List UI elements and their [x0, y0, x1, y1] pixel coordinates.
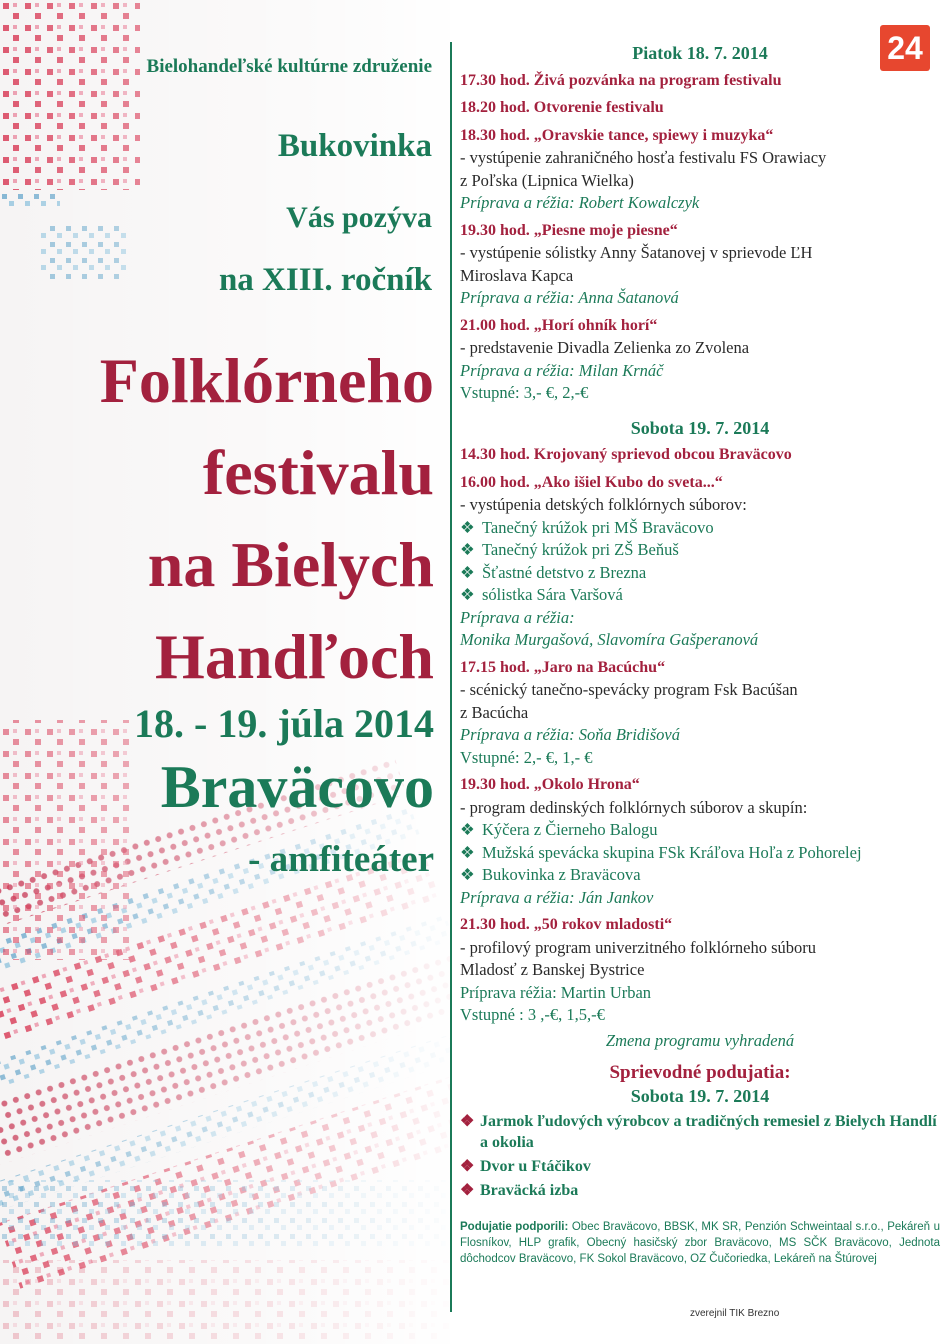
sponsors-note — [460, 1219, 940, 1267]
event-description: - vystúpenie sólistky Anny Šatanovej v sprievode ĽH — [460, 243, 813, 262]
publisher-credit: zverejnil TIK Brezno — [690, 1308, 780, 1319]
festival-title-line: Handľoch — [155, 621, 434, 692]
event-director: Príprava a réžia: Anna Šatanová — [460, 288, 679, 307]
diamond-bullet-icon: ❖ — [460, 1182, 475, 1199]
diamond-bullet-icon: ❖ — [460, 517, 475, 537]
event-description: - predstavenie Divadla Zelienka zo Zvolena — [460, 338, 750, 357]
festival-place: Braväcovo — [160, 754, 434, 820]
performer-item: ❖ Šťastné detstvo z Brezna — [460, 562, 940, 585]
event-description: z Bacúcha — [460, 702, 529, 722]
performer-item: ❖ Kýčera z Čierneho Balogu — [460, 819, 940, 842]
portal-24-logo[interactable]: 24 — [880, 25, 930, 71]
invitation-text: Vás pozýva — [286, 201, 432, 234]
event-admission: Vstupné : 3 ,-€, 1,5,-€ — [460, 1005, 605, 1024]
festival-title-line: festivalu — [202, 437, 434, 508]
sponsors-list: Obec Braväcovo, BBSK, MK SR, Penzión Schweintaal s.r.o., Pekáreň u Flosníkov, HLP grafik, Obecný hasičský zbor Braväcovo, MS SČK Braväcovo, Jednota dôchodcov Braväcovo, FK Sokol Braväcovo, OZ Čučoriedka, Lekáreň na Štúrovej — [460, 1221, 940, 1265]
event-description: - scénický tanečno-spevácky program Fsk Bacúšan — [460, 680, 798, 699]
diamond-bullet-icon: ❖ — [460, 1113, 475, 1130]
festival-title-line: na Bielych — [147, 529, 434, 600]
accompanying-event-item: ❖ Braväcká izba — [460, 1182, 579, 1199]
event-description: z Poľska (Lipnica Wielka) — [460, 170, 634, 190]
event-director: Príprava réžia: Martin Urban — [460, 982, 652, 1002]
event-heading: 21.00 hod. „Horí ohník horí“ — [460, 316, 658, 334]
performer-item: ❖ Mužská spevácka skupina FSk Kráľova Hoľa z Pohorelej — [460, 842, 940, 865]
event-director: Príprava a réžia: Ján Jankov — [460, 887, 654, 907]
accompanying-events-day: Sobota 19. 7. 2014 — [630, 1085, 770, 1106]
event-admission: Vstupné: 3,- €, 2,-€ — [460, 383, 589, 402]
event-heading: 21.30 hod. „50 rokov mladosti“ — [460, 916, 673, 933]
performer-item: ❖ Tanečný krúžok pri ZŠ Beňuš — [460, 539, 940, 562]
column-divider — [450, 42, 452, 1312]
sponsors-label: Podujatie podporili: — [460, 1221, 569, 1233]
event-heading: 16.00 hod. „Ako išiel Kubo do sveta...“ — [460, 473, 723, 491]
diamond-bullet-icon: ❖ — [460, 540, 475, 559]
event-description: - vystúpenia detských folklórnych súborov: — [460, 495, 747, 514]
performer-item: ❖ Tanečný krúžok pri MŠ Braväcovo — [460, 517, 940, 540]
festival-venue: - amfiteáter — [248, 839, 434, 880]
ensemble-name: Bukovinka — [277, 128, 432, 164]
event-description: Mladosť z Banskej Bystrice — [460, 960, 645, 979]
event-description: - profilový program univerzitného folklórneho súboru — [460, 937, 817, 957]
accompanying-events-heading: Sprievodné podujatia: — [609, 1062, 791, 1083]
friday-heading: Piatok 18. 7. 2014 — [632, 43, 768, 63]
event-heading: 18.20 hod. Otvorenie festivalu — [460, 99, 664, 116]
event-director-names: Monika Murgašová, Slavomíra Gašperanová — [460, 630, 759, 649]
festival-title-line: Folklórneho — [99, 345, 434, 416]
saturday-heading: Sobota 19. 7. 2014 — [630, 417, 770, 438]
event-description: - program dedinských folklórnych súborov a skupín: — [460, 797, 808, 817]
event-description: - vystúpenie zahraničného hosťa festivalu FS Orawiacy — [460, 148, 827, 167]
event-director: Príprava a réžia: Robert Kowalczyk — [460, 193, 700, 212]
performer-item: ❖ sólistka Sára Varšová — [460, 584, 940, 607]
event-heading: 19.30 hod. „Okolo Hrona“ — [460, 776, 640, 793]
event-heading: 17.15 hod. „Jaro na Bacúchu“ — [460, 658, 666, 676]
diamond-bullet-icon: ❖ — [460, 562, 475, 582]
event-heading: 18.30 hod. „Oravskie tance, spiewy i muzyka“ — [460, 126, 774, 144]
event-director: Príprava a réžia: Milan Krnáč — [460, 360, 664, 380]
diamond-bullet-icon: ❖ — [460, 865, 475, 884]
festival-dates: 18. - 19. júla 2014 — [134, 701, 434, 746]
event-heading: 19.30 hod. „Piesne moje piesne“ — [460, 221, 678, 239]
event-director: Príprava a réžia: — [460, 607, 575, 627]
accompanying-event-item: ❖ Jarmok ľudových výrobcov a tradičných remesiel z Bielych Handlí a okolia — [460, 1113, 937, 1151]
diamond-bullet-icon: ❖ — [460, 585, 475, 604]
event-admission: Vstupné: 2,- €, 1,- € — [460, 747, 593, 767]
diamond-bullet-icon: ❖ — [460, 820, 475, 839]
accompanying-event-item: ❖ Dvor u Ftáčikov — [460, 1158, 591, 1175]
programme-column — [460, 42, 940, 1267]
event-heading: 17.30 hod. Živá pozvánka na program festivalu — [460, 71, 782, 89]
festival-title — [0, 335, 434, 703]
edition-text: na XIII. ročník — [218, 262, 432, 298]
performer-item: ❖ Bukovinka z Braväcova — [460, 864, 940, 887]
event-heading: 14.30 hod. Krojovaný sprievod obcou Braväcovo — [460, 446, 792, 463]
event-director: Príprava a réžia: Soňa Bridišová — [460, 725, 680, 744]
diamond-bullet-icon: ❖ — [460, 1158, 475, 1175]
event-description: Miroslava Kapca — [460, 265, 574, 285]
programme-note: Zmena programu vyhradená — [605, 1030, 795, 1050]
organizer-name: Bielohandeľské kultúrne združenie — [146, 56, 432, 77]
headline-column — [0, 0, 440, 1344]
diamond-bullet-icon: ❖ — [460, 842, 475, 862]
